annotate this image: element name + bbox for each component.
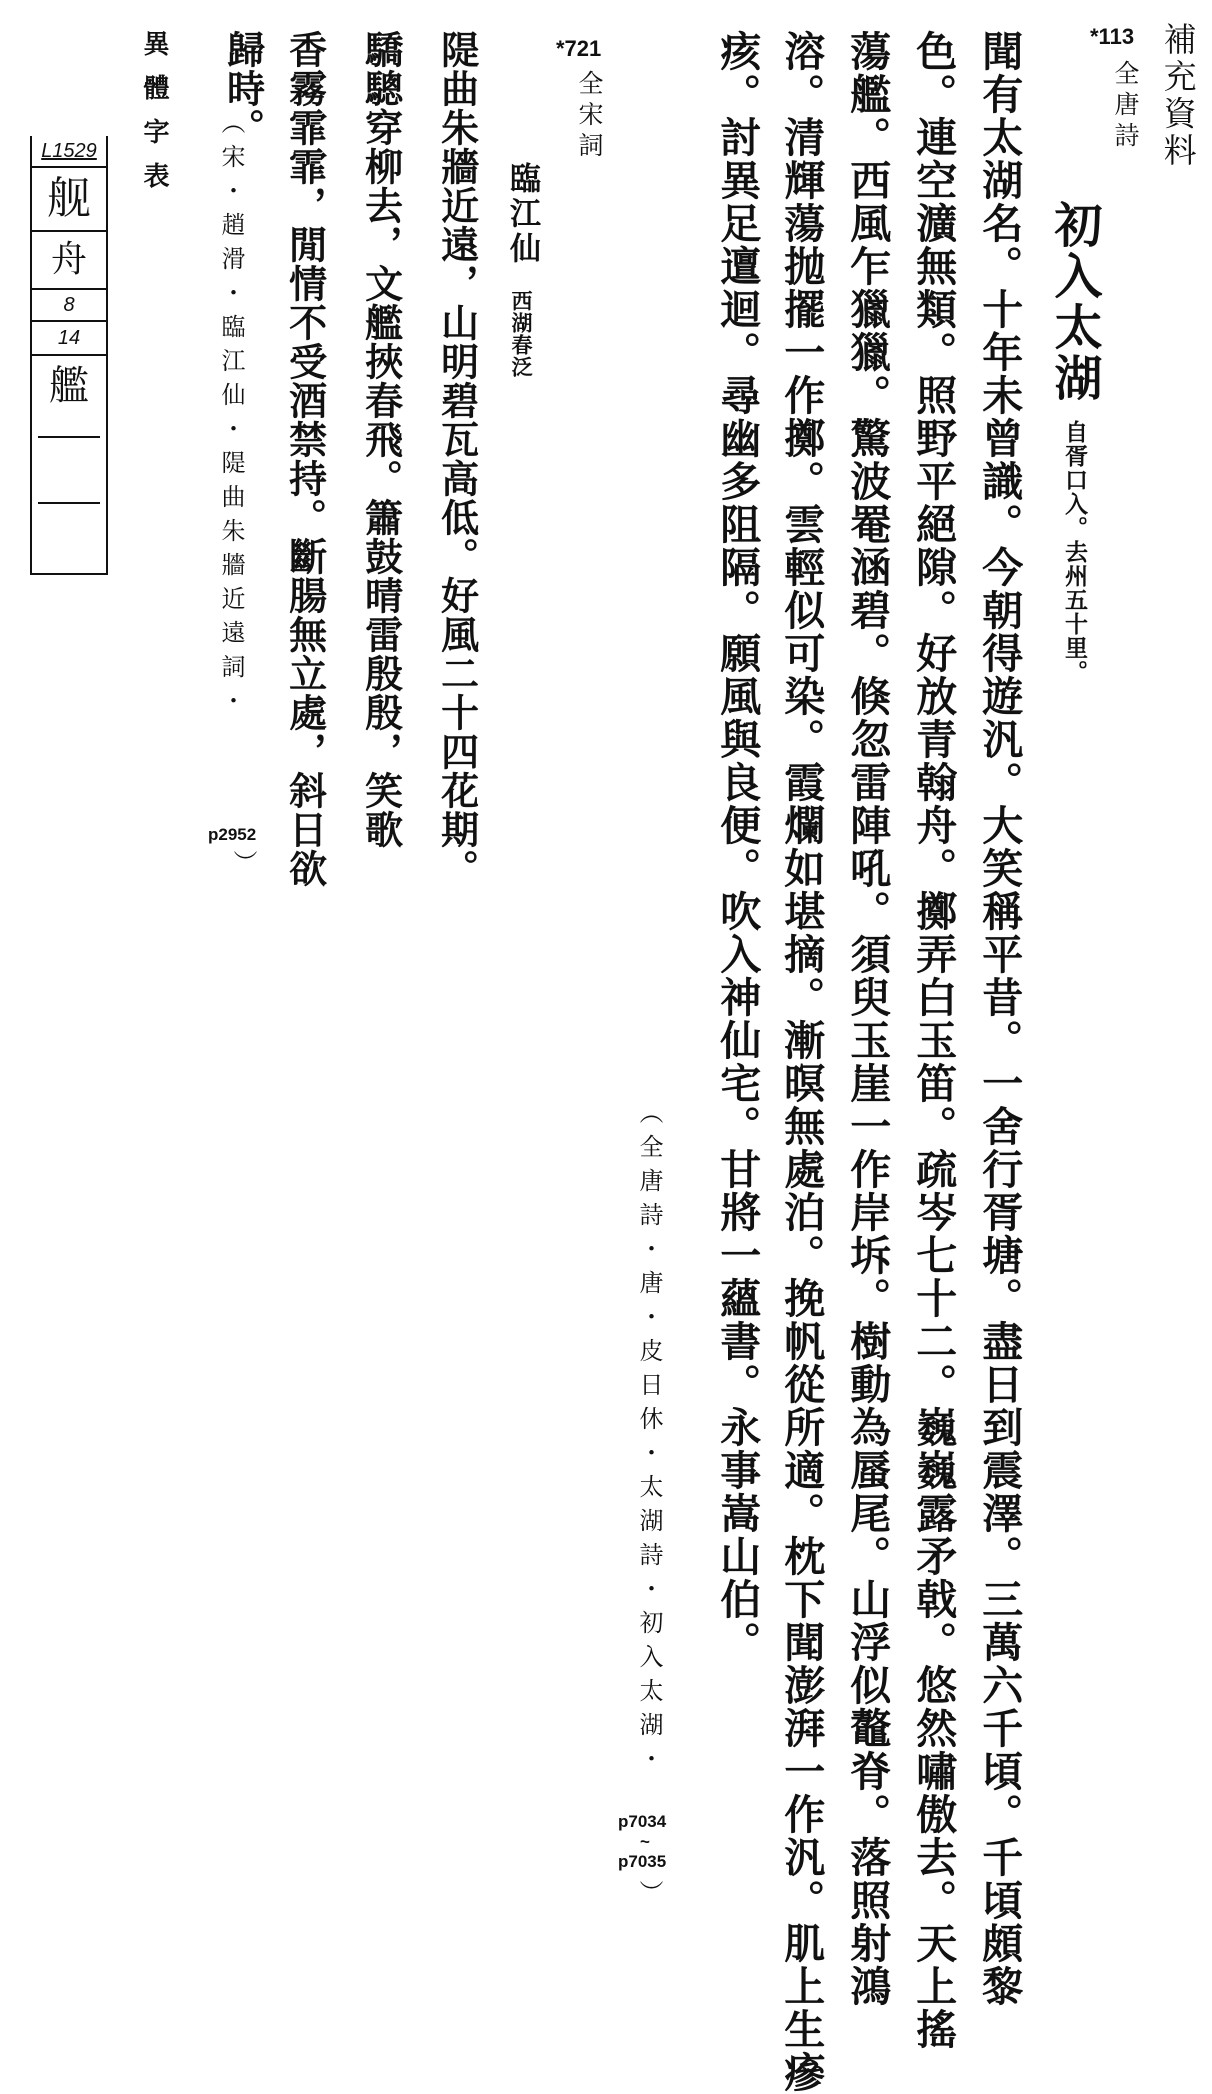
poem2-citation: （宋・趙滑・臨江仙・隄曲朱牆近遠詞・: [217, 110, 245, 722]
poem2-page-ref: p2952: [208, 825, 257, 844]
poem2-line-1: 隄曲朱牆近遠，山明碧瓦高低。好風二十四花期。: [434, 30, 480, 888]
index-card-strokes-a: 8: [32, 290, 106, 322]
index-card: [30, 136, 108, 575]
poem1-line-5: 痎。討異足邅迴。尋幽多阻隔。願風與良便。吹入神仙宅。甘將一蘊書。永事嵩山伯。: [713, 30, 762, 1664]
poem1-citation: （全唐詩・唐・皮日休・太湖詩・初入太湖・: [635, 1100, 663, 1780]
index-card-code: L1529: [32, 136, 106, 168]
source-label: 全唐詩: [1111, 60, 1140, 153]
index-card-variant-char: 艦: [49, 363, 89, 409]
poem1-title: 初入太湖: [1046, 200, 1102, 404]
poem1-page-ref-b: p7035: [618, 1852, 667, 1871]
poem2-title: 臨江仙: [504, 162, 540, 267]
index-card-strokes-b: 14: [32, 322, 106, 356]
poem1-citation-close: ）: [635, 1880, 663, 1914]
index-card-divider: [38, 436, 100, 438]
variant-character-table-label: 異體字表: [139, 30, 169, 206]
poem1-line-2: 色。連空瀇無類。照野平絕隙。好放青翰舟。擲弄白玉笛。疏岑七十二。巍巍露矛戟。悠然嘯傲去。天上搖: [909, 30, 958, 2051]
poem1-title-note: 自胥口入。去州五十里。: [1061, 420, 1088, 684]
poem1-line-3: 蕩艦。西風乍獵獵。驚波罨涵碧。倏忽雷陣吼。須臾玉崖一作岸坼。樹動為蜃尾。山浮似鼇脊。落照射鴻: [843, 30, 892, 2008]
poem2-line-2: 驕驄穿柳去，文艦挾春飛。簫鼓晴雷殷殷，笑歌: [358, 30, 404, 849]
poem2-line-4: 歸時。: [220, 30, 266, 147]
reference-mark-113: *113: [1090, 24, 1135, 49]
poem2-source: 全宋詞: [575, 70, 604, 163]
section-label: 補充資料: [1158, 22, 1198, 170]
poem1-page-ref-a: p7034: [618, 1812, 667, 1831]
poem1-line-4: 溶。清輝蕩抛擺一作擲。雲輕似可染。霞爛如堪摘。漸暝無處泊。挽帆從所適。枕下聞澎湃一作汎。肌上生瘮: [777, 30, 826, 2094]
poem2-title-note: 西湖春泛: [509, 290, 534, 378]
reference-mark-721: *721: [556, 36, 602, 61]
index-card-radical: 舟: [32, 232, 106, 290]
index-card-main-char: 舰: [32, 168, 106, 232]
poem1-line-1: 聞有太湖名。十年未曾識。今朝得遊汎。大笑稱平昔。一舍行胥塘。盡日到震澤。三萬六千頃。千頃頗黎: [975, 30, 1024, 2008]
poem2-citation-close: ）: [229, 850, 257, 884]
index-card-divider: [38, 502, 100, 504]
poem2-line-3: 香霧霏霏，閒情不受酒禁持。斷腸無立處，斜日欲: [282, 30, 328, 888]
poem1-page-ref-sep: ~: [640, 1832, 650, 1851]
